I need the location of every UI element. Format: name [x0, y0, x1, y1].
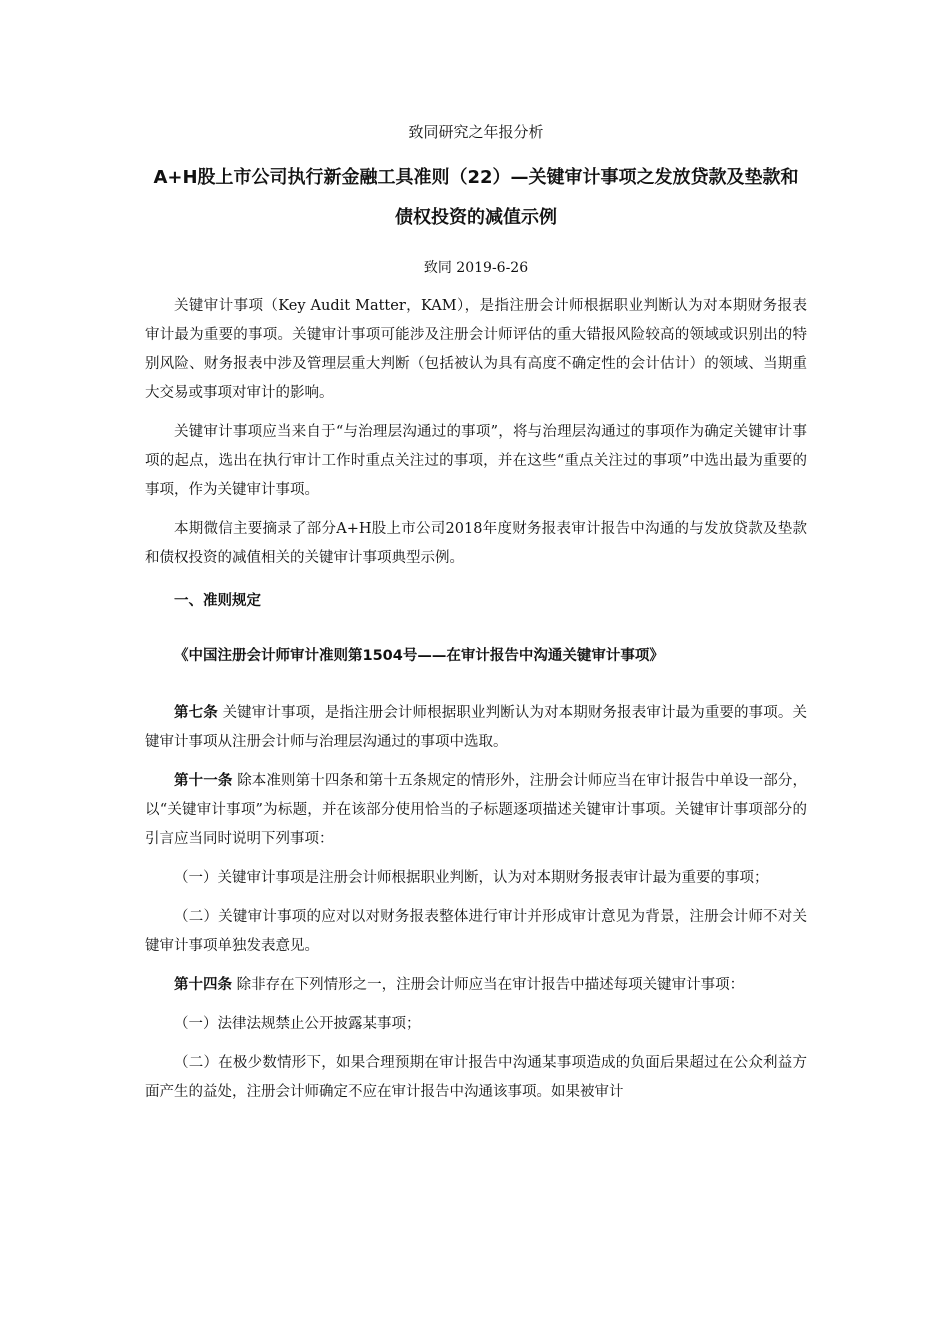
article-14-paragraph [145, 971, 807, 1000]
article-7-paragraph [145, 699, 807, 757]
article-14-label: 第十四条 [174, 977, 232, 993]
section-heading: 一、准则规定 [174, 593, 261, 609]
article-11-paragraph [145, 767, 807, 854]
article-11-item-2: （二）关键审计事项的应对以对财务报表整体进行审计并形成审计意见为背景，注册会计师不对关键审计事项单独发表意见。 [145, 909, 807, 954]
article-14-text: 除非存在下列情形之一，注册会计师应当在审计报告中描述每项关键审计事项： [232, 977, 745, 993]
article-11-label: 第十一条 [174, 773, 233, 789]
intro-paragraph-3: 本期微信主要摘录了部分A+H股上市公司2018年度财务报表审计报告中沟通的与发放贷款及垫款和债权投资的减值相关的关键审计事项典型示例。 [145, 521, 807, 566]
intro-paragraph-1: 关键审计事项（Key Audit Matter，KAM），是指注册会计师根据职业判断认为对本期财务报表审计最为重要的事项。关键审计事项可能涉及注册会计师评估的重大错报风险较高的领域或识别出的特别风险、财务报表中涉及管理层重大判断（包括被认为具有高度不确定性的会计估计）的领域、当期重大交易或事项对审计的影响。 [145, 298, 807, 401]
document-content [145, 118, 807, 1117]
document-title: A+H股上市公司执行新金融工具准则（22）—关键审计事项之发放贷款及垫款和债权投资的减值示例 [153, 167, 799, 228]
article-11-item-1: （一）关键审计事项是注册会计师根据职业判断，认为对本期财务报表审计最为重要的事项； [174, 870, 769, 886]
document-subtitle: 致同研究之年报分析 [408, 123, 544, 141]
article-14-item-1: （一）法律法规禁止公开披露某事项； [174, 1016, 421, 1032]
document-byline: 致同 2019-6-26 [423, 260, 529, 276]
article-14-item-2: （二）在极少数情形下，如果合理预期在审计报告中沟通某事项造成的负面后果超过在公众利益方面产生的益处，注册会计师确定不应在审计报告中沟通该事项。如果被审计 [145, 1055, 807, 1100]
article-11-text: 除本准则第十四条和第十五条规定的情形外，注册会计师应当在审计报告中单设一部分，以“关键审计事项”为标题，并在该部分使用恰当的子标题逐项描述关键审计事项。关键审计事项部分的引言应当同时说明下列事项： [145, 773, 808, 847]
article-7-text: 关键审计事项，是指注册会计师根据职业判断认为对本期财务报表审计最为重要的事项。关键审计事项从注册会计师与治理层沟通过的事项中选取。 [145, 705, 807, 750]
intro-paragraph-2: 关键审计事项应当来自于“与治理层沟通过的事项”，将与治理层沟通过的事项作为确定关键审计事项的起点，选出在执行审计工作时重点关注过的事项，并在这些“重点关注过的事项”中选出最为重要的事项，作为关键审计事项。 [145, 424, 807, 498]
standard-title: 《中国注册会计师审计准则第1504号——在审计报告中沟通关键审计事项》 [174, 648, 664, 664]
article-7-label: 第七条 [174, 705, 218, 721]
